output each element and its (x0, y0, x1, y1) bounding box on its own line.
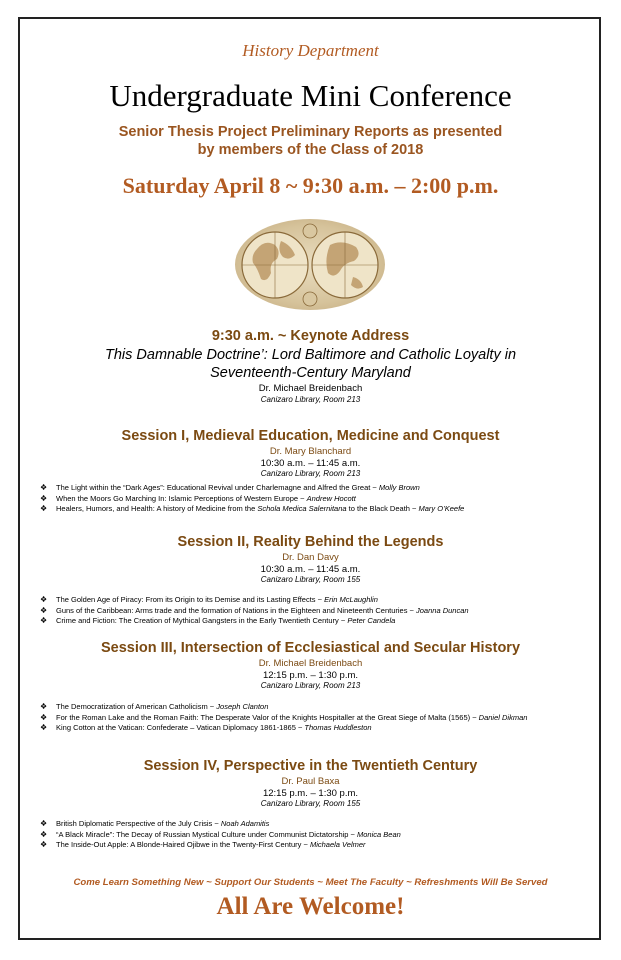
paper-title-italic: Schola Medica Salernitana (257, 504, 347, 514)
list-item (40, 819, 401, 830)
paper-author: Andrew Hocott (306, 493, 356, 503)
paper-author: Monica Bean (357, 829, 401, 839)
keynote-title-line-2: Seventeenth-Century Maryland (210, 365, 411, 381)
subtitle-line-1: Senior Thesis Project Preliminary Reports as presented (118, 124, 503, 140)
paper-author: Michaela Velmer (309, 840, 366, 850)
paper-title: “A Black Miracle”: The Decay of Russian Mystical Culture under Communist Dictatorship ~ (56, 829, 358, 839)
list-item (40, 494, 464, 505)
session-3-time: 12:15 p.m. – 1:30 p.m. (262, 670, 359, 681)
session-1-heading: Session I, Medieval Education, Medicine and Conquest (121, 428, 500, 444)
session-1-time: 10:30 a.m. – 11:45 a.m. (260, 458, 361, 469)
keynote-speaker: Dr. Michael Breidenbach (258, 383, 363, 394)
session-3-chair: Dr. Michael Breidenbach (258, 658, 363, 669)
footer-tagline: Come Learn Something New ~ Support Our Students ~ Meet The Faculty ~ Refreshments Will Be Served (73, 877, 548, 888)
list-item (40, 616, 469, 627)
world-map-globe-icon (235, 219, 385, 310)
list-item (40, 713, 600, 724)
session-3-location: Canizaro Library, Room 213 (260, 681, 361, 690)
event-date: Saturday April 8 ~ 9:30 a.m. – 2:00 p.m. (122, 173, 499, 198)
session-4-chair: Dr. Paul Baxa (281, 776, 340, 787)
paper-author: Thomas Huddleston (304, 723, 372, 733)
list-item (40, 723, 600, 734)
session-2-time: 10:30 a.m. – 11:45 a.m. (260, 564, 361, 575)
paper-title-end: to the Black Death ~ (346, 504, 419, 514)
paper-author: Erin McLaughlin (324, 595, 378, 604)
paper-author: Joanna Duncan (416, 605, 469, 615)
keynote-heading: 9:30 a.m. ~ Keynote Address (211, 328, 410, 344)
paper-title: The Light within the “Dark Ages”: Educational Revival under Charlemagne and Alfred the Great ~ (56, 483, 379, 492)
paper-title: The Democratization of American Catholicism ~ (56, 702, 217, 711)
paper-title: The Golden Age of Piracy: From its Origin to its Demise and its Lasting Effects ~ (56, 595, 325, 604)
paper-author: Peter Candela (347, 616, 396, 626)
session-3-heading: Session III, Intersection of Ecclesiastical and Secular History (100, 640, 521, 656)
list-item (40, 606, 469, 617)
paper-title: King Cotton at the Vatican: Confederate – Vatican Diplomacy 1861-1865 ~ (56, 723, 305, 733)
session-4-location: Canizaro Library, Room 155 (260, 799, 361, 808)
paper-title: British Diplomatic Perspective of the July Crisis ~ (56, 819, 221, 828)
paper-title: The Inside-Out Apple: A Blonde-Haired Ojibwe in the Twenty-First Century ~ (56, 840, 310, 850)
footer-welcome: All Are Welcome! (216, 893, 405, 920)
session-1-papers (40, 483, 464, 515)
keynote-title (20, 346, 601, 382)
subtitle-line-2: by members of the Class of 2018 (197, 142, 424, 158)
session-1-location: Canizaro Library, Room 213 (260, 469, 361, 478)
paper-author: Noah Adamitis (220, 819, 270, 828)
keynote-location: Canizaro Library, Room 213 (260, 395, 361, 404)
session-2-heading: Session II, Reality Behind the Legends (177, 534, 444, 550)
paper-title: Healers, Humors, and Health: A history of Medicine from the (56, 504, 258, 514)
paper-title: Guns of the Caribbean: Arms trade and the formation of Nations in the Eighteen and Nineteenth Centuries ~ (56, 605, 417, 615)
list-item (40, 702, 600, 713)
subtitle (20, 123, 601, 159)
list-item (40, 840, 401, 851)
list-item (40, 830, 401, 841)
paper-author: Molly Brown (378, 483, 420, 492)
paper-author: Mary O’Keefe (418, 504, 465, 514)
session-1-chair: Dr. Mary Blanchard (269, 446, 352, 457)
paper-title: For the Roman Lake and the Roman Faith: The Desperate Valor of the Knights Hospitaller at the Great Siege of Malta (1565) ~ (56, 712, 479, 722)
session-3-papers (40, 702, 600, 734)
page-title: Undergraduate Mini Conference (109, 78, 512, 113)
department-label: History Department (242, 41, 379, 60)
paper-author: Joseph Clanton (216, 702, 269, 711)
paper-title: Crime and Fiction: The Creation of Mythical Gangsters in the Early Twentieth Century ~ (56, 616, 348, 626)
session-2-chair: Dr. Dan Davy (282, 552, 339, 563)
session-2-location: Canizaro Library, Room 155 (260, 575, 361, 584)
list-item (40, 595, 469, 606)
keynote-title-line-1: This Damnable Doctrine’: Lord Baltimore and Catholic Loyalty in (104, 347, 517, 363)
list-item (40, 483, 464, 494)
session-2-papers (40, 595, 469, 627)
paper-author: Daniel Dikman (478, 712, 528, 722)
list-item (40, 504, 464, 515)
session-4-heading: Session IV, Perspective in the Twentieth Century (143, 758, 478, 774)
session-4-papers (40, 819, 401, 851)
session-4-time: 12:15 p.m. – 1:30 p.m. (262, 788, 359, 799)
paper-title: When the Moors Go Marching In: Islamic Perceptions of Western Europe ~ (56, 493, 307, 503)
